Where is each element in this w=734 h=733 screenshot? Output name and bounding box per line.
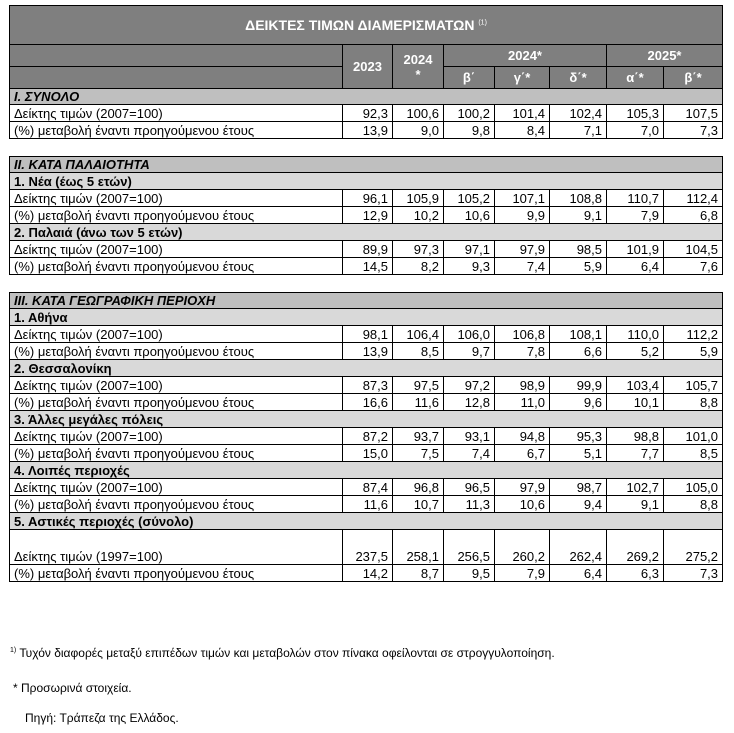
row-value: 101,9 xyxy=(607,241,664,258)
table-row xyxy=(10,122,723,139)
section-title: ΙΙΙ. ΚΑΤΑ ΓΕΩΓΡΑΦΙΚΗ ΠΕΡΙΟΧΗ xyxy=(10,293,723,309)
footnote-provisional: * Προσωρινά στοιχεία. xyxy=(13,681,132,695)
header-q-2025-a: α΄* xyxy=(607,67,664,89)
row-label: (%) μεταβολή έναντι προηγούμενου έτους xyxy=(10,343,343,360)
row-value: 7,8 xyxy=(495,343,550,360)
row-value: 13,9 xyxy=(343,122,393,139)
row-label: Δείκτης τιμών (1997=100) xyxy=(10,530,343,565)
spacer-row xyxy=(10,275,723,293)
row-value: 106,0 xyxy=(444,326,495,343)
row-label: Δείκτης τιμών (2007=100) xyxy=(10,105,343,122)
table-row xyxy=(10,326,723,343)
row-label: (%) μεταβολή έναντι προηγούμενου έτους xyxy=(10,565,343,582)
row-value: 6,4 xyxy=(550,565,607,582)
row-value: 96,5 xyxy=(444,479,495,496)
row-value: 7,9 xyxy=(607,207,664,224)
row-value: 105,3 xyxy=(607,105,664,122)
table-title xyxy=(10,6,723,45)
table-row xyxy=(10,394,723,411)
row-value: 94,8 xyxy=(495,428,550,445)
section-header-row xyxy=(10,89,723,105)
row-value: 9,7 xyxy=(444,343,495,360)
row-label: (%) μεταβολή έναντι προηγούμενου έτους xyxy=(10,394,343,411)
header-q-2024-d: δ΄* xyxy=(550,67,607,89)
row-value: 97,2 xyxy=(444,377,495,394)
group-title: 5. Αστικές περιοχές (σύνολο) xyxy=(10,513,723,530)
row-value: 6,3 xyxy=(607,565,664,582)
row-value: 108,8 xyxy=(550,190,607,207)
header-2024-year: 2024 xyxy=(403,51,433,67)
price-index-table xyxy=(9,5,723,582)
group-title: 2. Θεσσαλονίκη xyxy=(10,360,723,377)
group-title: 3. Άλλες μεγάλες πόλεις xyxy=(10,411,723,428)
row-value: 11,3 xyxy=(444,496,495,513)
header-group-2025: 2025* xyxy=(607,45,723,67)
group-header-row xyxy=(10,513,723,530)
row-value: 110,7 xyxy=(607,190,664,207)
row-value: 7,6 xyxy=(664,258,723,275)
table-row xyxy=(10,190,723,207)
footnote-text: Τυχόν διαφορές μεταξύ επιπέδων τιμών και μεταβολών στον πίνακα οφείλονται σε στρογγυλοποίηση. xyxy=(19,646,555,660)
group-title: 1. Αθήνα xyxy=(10,309,723,326)
row-value: 96,1 xyxy=(343,190,393,207)
row-value: 100,2 xyxy=(444,105,495,122)
row-value: 10,6 xyxy=(444,207,495,224)
row-value: 7,1 xyxy=(550,122,607,139)
row-value: 16,6 xyxy=(343,394,393,411)
row-value: 98,8 xyxy=(607,428,664,445)
header-q-2024-b: β΄ xyxy=(444,67,495,89)
row-value: 262,4 xyxy=(550,530,607,565)
row-value: 9,9 xyxy=(495,207,550,224)
row-label: (%) μεταβολή έναντι προηγούμενου έτους xyxy=(10,496,343,513)
row-value: 8,8 xyxy=(664,394,723,411)
header-q-2024-g: γ΄* xyxy=(495,67,550,89)
row-label: (%) μεταβολή έναντι προηγούμενου έτους xyxy=(10,207,343,224)
row-value: 237,5 xyxy=(343,530,393,565)
row-value: 96,8 xyxy=(393,479,444,496)
row-value: 6,7 xyxy=(495,445,550,462)
row-label: (%) μεταβολή έναντι προηγούμενου έτους xyxy=(10,122,343,139)
section-title: ΙΙ. ΚΑΤΑ ΠΑΛΑΙΟΤΗΤΑ xyxy=(10,157,723,173)
row-value: 10,7 xyxy=(393,496,444,513)
table-row xyxy=(10,565,723,582)
row-value: 10,2 xyxy=(393,207,444,224)
row-value: 11,0 xyxy=(495,394,550,411)
row-value: 87,4 xyxy=(343,479,393,496)
row-value: 260,2 xyxy=(495,530,550,565)
header-blank-2 xyxy=(10,67,343,89)
row-label: (%) μεταβολή έναντι προηγούμενου έτους xyxy=(10,258,343,275)
row-value: 10,1 xyxy=(607,394,664,411)
spacer-cell xyxy=(10,139,723,157)
row-value: 5,1 xyxy=(550,445,607,462)
footnote-source: Πηγή: Τράπεζα της Ελλάδος. xyxy=(25,711,179,725)
group-title: 4. Λοιπές περιοχές xyxy=(10,462,723,479)
group-header-row xyxy=(10,411,723,428)
row-label: Δείκτης τιμών (2007=100) xyxy=(10,326,343,343)
table-row xyxy=(10,530,723,565)
row-value: 7,3 xyxy=(664,565,723,582)
table-row xyxy=(10,343,723,360)
row-value: 275,2 xyxy=(664,530,723,565)
group-header-row xyxy=(10,360,723,377)
row-value: 97,5 xyxy=(393,377,444,394)
table-title-row xyxy=(10,6,723,45)
section-header-row xyxy=(10,293,723,309)
table-body xyxy=(10,6,723,582)
row-value: 105,7 xyxy=(664,377,723,394)
spacer-cell xyxy=(10,275,723,293)
row-value: 7,9 xyxy=(495,565,550,582)
table-row xyxy=(10,377,723,394)
row-value: 103,4 xyxy=(607,377,664,394)
table-row xyxy=(10,428,723,445)
row-value: 105,2 xyxy=(444,190,495,207)
table-row xyxy=(10,241,723,258)
header-blank xyxy=(10,45,343,67)
row-value: 7,0 xyxy=(607,122,664,139)
row-value: 269,2 xyxy=(607,530,664,565)
row-value: 102,7 xyxy=(607,479,664,496)
row-value: 7,7 xyxy=(607,445,664,462)
row-value: 89,9 xyxy=(343,241,393,258)
header-2024 xyxy=(393,45,444,89)
row-value: 14,5 xyxy=(343,258,393,275)
row-value: 7,4 xyxy=(495,258,550,275)
group-title: 2. Παλαιά (άνω των 5 ετών) xyxy=(10,224,723,241)
row-value: 14,2 xyxy=(343,565,393,582)
group-header-row xyxy=(10,462,723,479)
row-value: 256,5 xyxy=(444,530,495,565)
header-row-years xyxy=(10,45,723,67)
row-value: 112,4 xyxy=(664,190,723,207)
row-value: 12,9 xyxy=(343,207,393,224)
row-value: 102,4 xyxy=(550,105,607,122)
header-2023: 2023 xyxy=(343,45,393,89)
row-value: 9,1 xyxy=(550,207,607,224)
row-value: 258,1 xyxy=(393,530,444,565)
row-label: Δείκτης τιμών (2007=100) xyxy=(10,190,343,207)
row-value: 9,6 xyxy=(550,394,607,411)
row-value: 98,5 xyxy=(550,241,607,258)
row-label: Δείκτης τιμών (2007=100) xyxy=(10,241,343,258)
row-value: 7,3 xyxy=(664,122,723,139)
group-header-row xyxy=(10,173,723,190)
row-value: 9,5 xyxy=(444,565,495,582)
row-value: 9,0 xyxy=(393,122,444,139)
row-label: (%) μεταβολή έναντι προηγούμενου έτους xyxy=(10,445,343,462)
row-value: 106,4 xyxy=(393,326,444,343)
row-value: 93,1 xyxy=(444,428,495,445)
group-header-row xyxy=(10,309,723,326)
row-value: 10,6 xyxy=(495,496,550,513)
row-value: 97,9 xyxy=(495,241,550,258)
row-value: 15,0 xyxy=(343,445,393,462)
spacer-row xyxy=(10,139,723,157)
row-value: 106,8 xyxy=(495,326,550,343)
row-value: 8,5 xyxy=(664,445,723,462)
row-value: 6,4 xyxy=(607,258,664,275)
footnote-rounding xyxy=(10,646,555,660)
group-title: 1. Νέα (έως 5 ετών) xyxy=(10,173,723,190)
row-value: 9,4 xyxy=(550,496,607,513)
row-value: 98,9 xyxy=(495,377,550,394)
row-value: 8,7 xyxy=(393,565,444,582)
table-row xyxy=(10,207,723,224)
row-value: 6,6 xyxy=(550,343,607,360)
row-value: 99,9 xyxy=(550,377,607,394)
row-value: 87,2 xyxy=(343,428,393,445)
row-value: 95,3 xyxy=(550,428,607,445)
row-value: 104,5 xyxy=(664,241,723,258)
group-header-row xyxy=(10,224,723,241)
row-value: 9,1 xyxy=(607,496,664,513)
row-value: 6,8 xyxy=(664,207,723,224)
row-value: 93,7 xyxy=(393,428,444,445)
row-value: 8,2 xyxy=(393,258,444,275)
row-value: 8,8 xyxy=(664,496,723,513)
row-value: 11,6 xyxy=(343,496,393,513)
table-row xyxy=(10,105,723,122)
row-value: 110,0 xyxy=(607,326,664,343)
row-value: 97,9 xyxy=(495,479,550,496)
row-value: 7,5 xyxy=(393,445,444,462)
row-value: 105,0 xyxy=(664,479,723,496)
header-group-2024: 2024* xyxy=(444,45,607,67)
row-value: 92,3 xyxy=(343,105,393,122)
section-header-row xyxy=(10,157,723,173)
table-row xyxy=(10,496,723,513)
row-value: 108,1 xyxy=(550,326,607,343)
title-footnote-marker: (1) xyxy=(478,19,487,27)
row-value: 101,4 xyxy=(495,105,550,122)
row-value: 12,8 xyxy=(444,394,495,411)
row-value: 97,3 xyxy=(393,241,444,258)
footnote-marker: 1) xyxy=(10,647,17,654)
row-value: 7,4 xyxy=(444,445,495,462)
row-value: 8,4 xyxy=(495,122,550,139)
row-value: 98,7 xyxy=(550,479,607,496)
row-value: 9,8 xyxy=(444,122,495,139)
header-2024-mark: * xyxy=(415,66,421,82)
row-value: 112,2 xyxy=(664,326,723,343)
row-value: 107,1 xyxy=(495,190,550,207)
row-value: 5,9 xyxy=(664,343,723,360)
row-value: 8,5 xyxy=(393,343,444,360)
row-value: 87,3 xyxy=(343,377,393,394)
table-row xyxy=(10,445,723,462)
table-title-text: ΔΕΙΚΤΕΣ ΤΙΜΩΝ ΔΙΑΜΕΡΙΣΜΑΤΩΝ xyxy=(245,17,475,33)
row-value: 105,9 xyxy=(393,190,444,207)
row-value: 101,0 xyxy=(664,428,723,445)
row-value: 98,1 xyxy=(343,326,393,343)
table-row xyxy=(10,479,723,496)
row-label: Δείκτης τιμών (2007=100) xyxy=(10,479,343,496)
row-value: 5,2 xyxy=(607,343,664,360)
row-value: 5,9 xyxy=(550,258,607,275)
row-label: Δείκτης τιμών (2007=100) xyxy=(10,428,343,445)
row-value: 9,3 xyxy=(444,258,495,275)
header-q-2025-b: β΄* xyxy=(664,67,723,89)
table-row xyxy=(10,258,723,275)
section-title: Ι. ΣΥΝΟΛΟ xyxy=(10,89,723,105)
row-value: 13,9 xyxy=(343,343,393,360)
row-label: Δείκτης τιμών (2007=100) xyxy=(10,377,343,394)
row-value: 97,1 xyxy=(444,241,495,258)
row-value: 100,6 xyxy=(393,105,444,122)
row-value: 11,6 xyxy=(393,394,444,411)
row-value: 107,5 xyxy=(664,105,723,122)
